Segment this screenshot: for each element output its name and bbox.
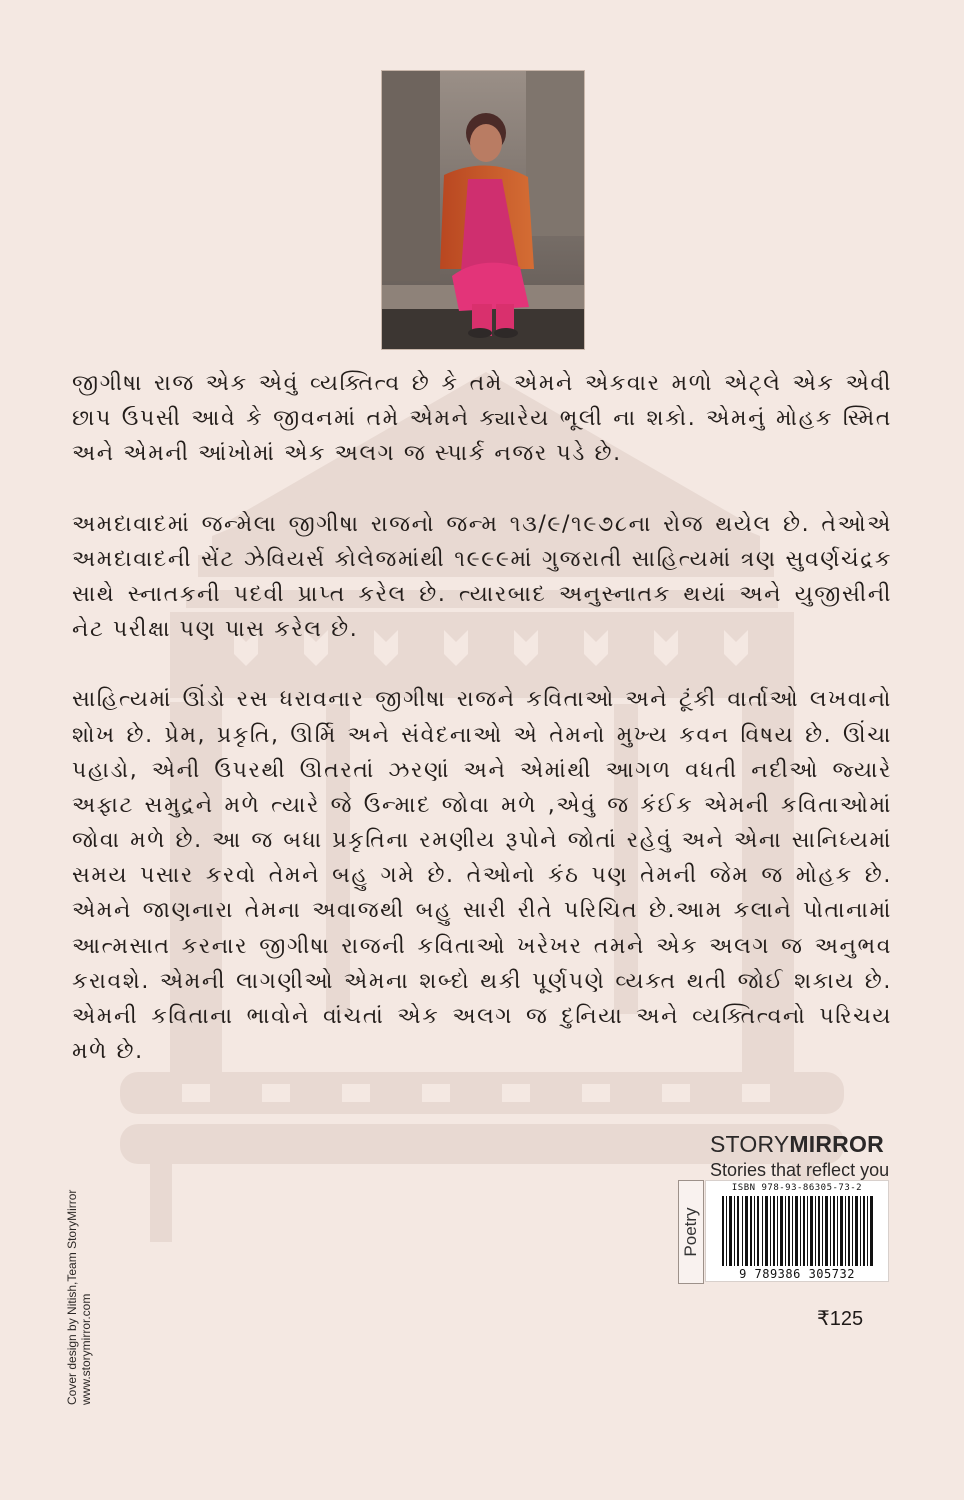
cover-credit — [65, 1155, 127, 1405]
bio-paragraph-1: જીગીષા રાજ એક એવું વ્યક્તિત્વ છે કે તમે એમને એકવાર મળો એટ્લે એક એવી છાપ ઉપસી આવે કે જીવનમાં તમે એમને ક્યારેય ભૂલી ના શકો. એમનું મોહક સ્મિત અને એમની આંખોમાં એક અલગ જ સ્પાર્ક નજર પડે છે. — [72, 371, 892, 467]
isbn-barcode — [705, 1180, 889, 1282]
category-label: Poetry — [681, 1207, 700, 1257]
bio-paragraph-2: અમદાવાદમાં જન્મેલા જીગીષા રાજનો જન્મ ૧૩/૯/૧૯૭૮ના રોજ થયેલ છે. તેઓએ અમદાવાદની સેંટ ઝેવિયર્સ કોલેજમાંથી ૧૯૯૯માં ગુજરાતી સાહિત્યમાં ત્રણ સુવર્ણચંદ્રક સાથે સ્નાતકની પદવી પ્રાપ્ત કરેલ છે. ત્યારબાદ અનુસ્નાતક થયાં અને યુજીસીની નેટ પરીક્ષા પણ પાસ કરેલ છે. — [72, 511, 892, 643]
designer-credit: Cover design by Nitish,Team StoryMirror — [65, 1189, 79, 1405]
author-photo — [381, 70, 585, 350]
price-label: ₹125 — [817, 1308, 864, 1330]
author-photo-icon — [382, 71, 584, 349]
publisher-tagline: Stories that reflect you — [710, 1160, 890, 1180]
publisher-name — [710, 1131, 890, 1158]
barcode-number: 9 789386 305732 — [739, 1267, 855, 1281]
publisher-name-regular: STORY — [710, 1131, 790, 1157]
category-tag — [678, 1180, 704, 1284]
bio-paragraph-3: સાહિત્યમાં ઊંડો રસ ધરાવનાર જીગીષા રાજને કવિતાઓ અને ટૂંકી વાર્તાઓ લખવાનો શોખ છે. પ્રેમ, પ્રકૃતિ, ઊર્મિ અને સંવેદનાઓ એ તેમનો મુખ્ય કવન વિષય છે. ઊંચા પહાડો, એની ઉપરથી ઊતરતાં ઝરણાં અને એમાંથી આગળ વધતી નદીઓ જ્યારે અફાટ સમુદ્રને મળે ત્યારે જે ઉન્માદ જોવા મળે ,એવું જ કંઈક એમની કવિતાઓમાં જોવા મળે છે. આ જ બધા પ્રકૃતિના રમણીય રૂપોને જોતાં રહેવું અને એના સાનિધ્યમાં સમય પસાર કરવો તેમને બહુ ગમે છે. તેઓનો કંઠ પણ તેમની જેમ જ મોહક છે. એમને જાણનારા તેમના અવાજથી બહુ સારી રીતે પરિચિત છે.આમ કલાને પોતાનામાં આત્મસાત કરનાર જીગીષા રાજની કવિતાઓ ખરેખર તમને એક અલગ જ અનુભવ કરાવશે. એમની લાગણીઓ એમના શબ્દો થકી પૂર્ણપણે વ્યક્ત થતી જોઈ શકાય છે. એમની કવિતાના ભાવોને વાંચતાં એક અલગ જ દુનિયા અને વ્યક્તિત્વનો પરિચય મળે છે. — [72, 687, 892, 1065]
publisher-name-bold: MIRROR — [789, 1131, 884, 1157]
author-bio — [72, 366, 892, 1104]
publisher-logo — [710, 1131, 890, 1182]
website-link[interactable]: www.storymirror.com — [79, 1293, 93, 1405]
isbn-label: ISBN 978-93-86305-73-2 — [731, 1183, 863, 1193]
barcode-icon — [722, 1196, 875, 1266]
